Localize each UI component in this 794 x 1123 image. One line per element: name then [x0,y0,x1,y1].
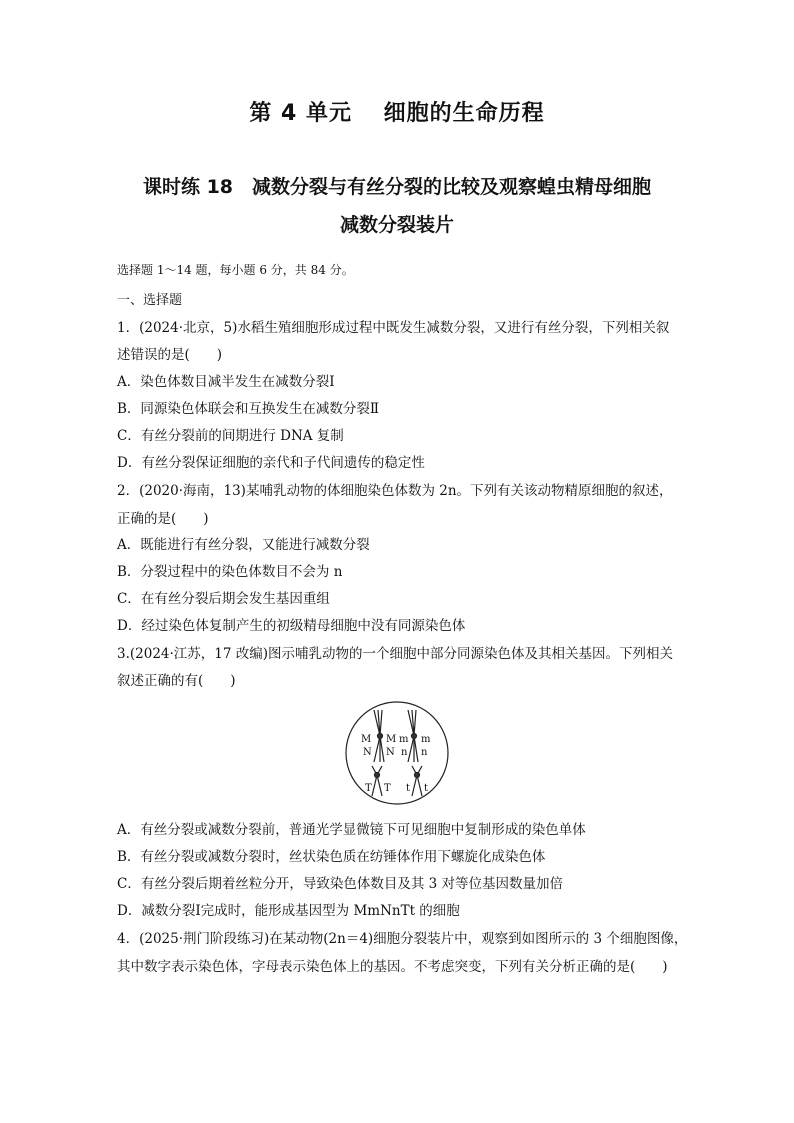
question-3-stem-line1: 3.(2024·江苏，17 改编)图示哺乳动物的一个细胞中部分同源染色体及其相关基因。下列相关 [117,646,674,662]
question-2-option-a: A．既能进行有丝分裂，又能进行减数分裂 [117,537,370,553]
lesson-title-line1: 课时练 18 减数分裂与有丝分裂的比较及观察蝗虫精母细胞 [142,176,652,198]
gene-label-n: n [401,747,408,758]
intro-note: 选择题 1～14 题，每小题 6 分，共 84 分。 [117,263,354,277]
cell-membrane [346,702,448,804]
section-heading: 一、选择题 [117,293,183,308]
question-2-option-c: C．在有丝分裂后期会发生基因重组 [117,591,330,607]
question-3-option-a: A．有丝分裂或减数分裂前，普通光学显微镜下可见细胞中复制形成的染色单体 [117,822,586,838]
lesson-title [0,168,794,244]
gene-label-n2: n [421,747,428,758]
question-2-option-b: B．分裂过程中的染色体数目不会为 n [117,564,343,580]
question-2-stem-line1: 2．(2020·海南，13)某哺乳动物的体细胞染色体数为 2n。下列有关该动物精原细胞的叙述， [117,483,673,499]
question-2-stem-line2: 正确的是( ) [117,511,209,527]
question-3-option-b: B．有丝分裂或减数分裂时，丝状染色质在纺锤体作用下螺旋化成染色体 [117,849,546,865]
gene-label-N: N [363,747,372,758]
chromosome-lower-right [412,766,422,796]
lesson-title-line2: 减数分裂装片 [339,214,454,236]
question-1-stem-line1: 1．(2024·北京，5)水稻生殖细胞形成过程中既发生减数分裂，又进行有丝分裂，下列相关叙 [117,320,670,336]
question-1-stem-line2: 述错误的是( ) [117,347,223,363]
unit-title: 第 4 单元 细胞的生命历程 [249,101,545,126]
question-2-option-d: D．经过染色体复制产生的初级精母细胞中没有同源染色体 [117,618,466,634]
question-1-option-c: C．有丝分裂前的间期进行 DNA 复制 [117,428,344,444]
gene-label-M2: M [386,734,397,745]
gene-label-N2: N [386,747,395,758]
gene-label-m: m [399,734,409,745]
gene-label-T: T [365,783,372,794]
gene-label-m2: m [421,734,431,745]
question-1-option-d: D．有丝分裂保证细胞的亲代和子代间遗传的稳定性 [117,455,425,471]
gene-label-t2: t [424,783,429,794]
gene-label-t: t [406,783,411,794]
chromosome-pair-upper-right [408,710,418,762]
cell-diagram-svg [344,700,450,806]
cell-figure [344,700,450,806]
chromosome-pair-upper-left [374,710,384,762]
question-4-stem-line2: 其中数字表示染色体，字母表示染色体上的基因。不考虑突变，下列有关分析正确的是( ) [117,959,668,975]
gene-label-T2: T [384,783,391,794]
question-4-stem-line1: 4．(2025·荆门阶段练习)在某动物(2n＝4)细胞分裂装片中，观察到如图所示的 3 个细胞图像， [117,931,688,947]
question-1-option-a: A．染色体数目减半发生在减数分裂Ⅰ [117,374,335,390]
question-3-option-c: C．有丝分裂后期着丝粒分开，导致染色体数目及其 3 对等位基因数量加倍 [117,876,564,892]
question-3-stem-line2: 叙述正确的有( ) [117,673,236,689]
gene-label-M: M [361,734,372,745]
question-1-option-b: B．同源染色体联会和互换发生在减数分裂Ⅱ [117,401,380,417]
chromosome-lower-left [372,766,382,796]
question-3-option-d: D．减数分裂Ⅰ完成时，能形成基因型为 MmNnTt 的细胞 [117,903,460,919]
